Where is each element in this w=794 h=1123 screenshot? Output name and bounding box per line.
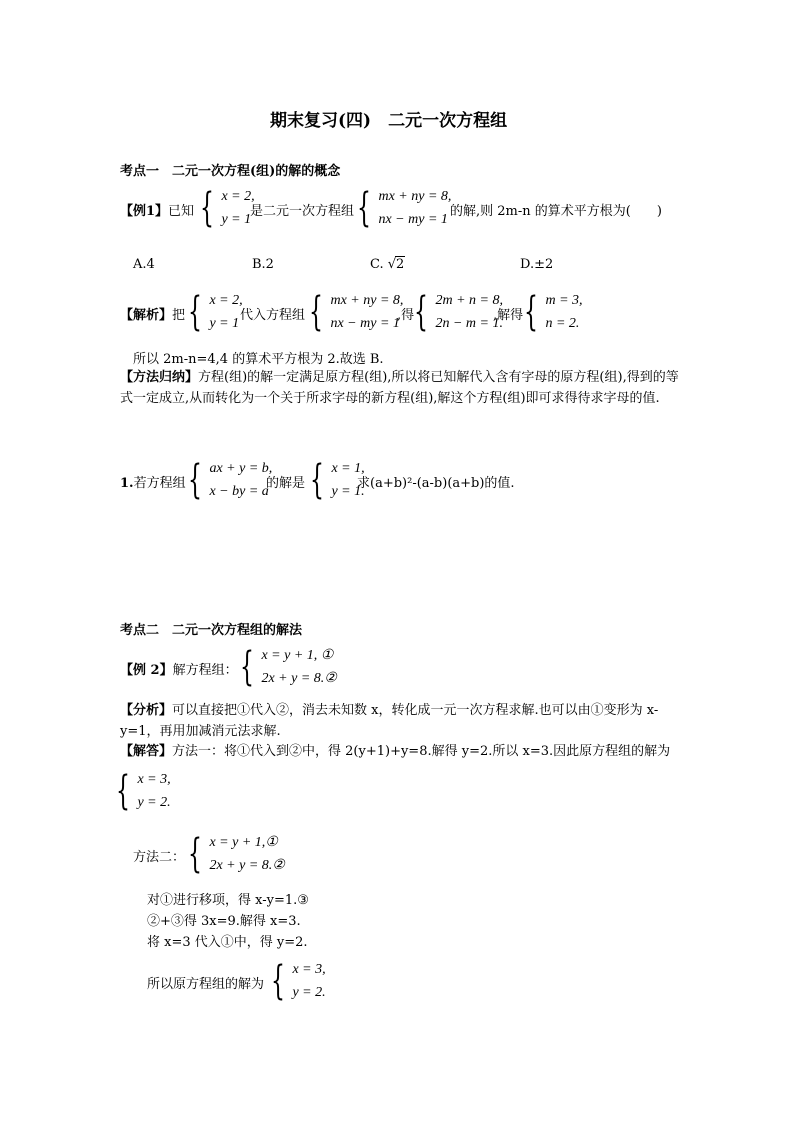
equation-row: x = 3, — [137, 772, 171, 787]
equation-row: y = 1 — [221, 212, 252, 227]
exercise1-tail: 求(a+b)²-(a-b)(a+b)的值. — [357, 476, 515, 491]
analysis-word: ,得 — [397, 308, 415, 323]
equation-row: mx + ny = 8, — [378, 189, 452, 204]
equation-row: y = 2. — [137, 795, 171, 810]
brace-icon: { — [309, 289, 323, 335]
exercise1-intro: 若方程组 — [133, 476, 186, 491]
analysis-system-4 — [524, 289, 583, 335]
answer-tag: 【解答】 — [120, 744, 173, 759]
example2-system — [240, 644, 337, 690]
exercise1-system-1 — [188, 457, 272, 503]
equation-row: x − by = a — [209, 484, 269, 499]
brace-icon: { — [357, 185, 371, 231]
equation-row: x = 2, — [221, 189, 255, 204]
analysis-prefix — [120, 304, 185, 323]
option-a: A.4 — [133, 257, 155, 272]
equation-row: nx − my = 1 — [330, 316, 400, 331]
analysis-word: 把 — [172, 308, 186, 323]
section2-heading: 考点二 二元一次方程组的解法 — [120, 623, 303, 638]
exercise1-number: 1. — [120, 476, 134, 491]
example1-tail: 的解,则 2m-n 的算术平方根为( ) — [450, 204, 662, 219]
option-c — [370, 257, 405, 272]
brace-icon: { — [414, 289, 428, 335]
equation-row: 2x + y = 8.② — [209, 858, 285, 873]
analysis2-text: 可以直接把①代入②，消去未知数 x，转化成一元一次方程求解.也可以由①变形为 x-y=1，再用加减消元法求解. — [120, 703, 659, 739]
analysis-system-3 — [414, 289, 503, 335]
solution-step-3: 将 x=3 代入①中，得 y=2. — [147, 935, 308, 950]
analysis-system-1 — [188, 289, 243, 335]
brace-icon: { — [188, 289, 202, 335]
equation-row: x = 1, — [331, 461, 365, 476]
example1-tag: 【例1】 — [120, 204, 169, 219]
solution-step-2: ②+③得 3x=9.解得 x=3. — [147, 914, 301, 929]
analysis-system-2 — [309, 289, 403, 335]
equation-row: y = 1. — [331, 484, 365, 499]
answer-text: 方法一：将①代入到②中，得 2(y+1)+y=8.解得 y=2.所以 x=3.因此原方程组的解为 — [172, 744, 671, 759]
final-label: 所以原方程组的解为 — [147, 977, 265, 992]
example1-intro: 已知 — [168, 204, 195, 219]
exercise1-mid: 的解是 — [266, 476, 306, 491]
equation-row: 2n − m = 1. — [435, 316, 503, 331]
equation-row: n = 2. — [545, 316, 580, 331]
option-c-radicand: 2 — [396, 257, 405, 272]
option-c-prefix: C. — [370, 257, 388, 272]
analysis-conclusion: 所以 2m-n=4,4 的算术平方根为 2.故选 B. — [133, 352, 384, 367]
example2-answer — [120, 741, 680, 762]
brace-icon: { — [524, 289, 538, 335]
equation-row: 2x + y = 8.② — [261, 671, 337, 686]
equation-row: 2m + n = 8, — [435, 293, 503, 308]
example2-intro: 解方程组： — [172, 663, 238, 678]
example1-mid: 是二元一次方程组 — [250, 204, 355, 219]
method-text: 方程(组)的解一定满足原方程(组),所以将已知解代入含有字母的原方程(组),得到的等式一定成立,从而转化为一个关于所求字母的新方程(组),解这个方程(组)即可求得待求字母的值. — [120, 370, 679, 406]
brace-icon: { — [200, 185, 214, 231]
equation-row: ax + y = b, — [209, 461, 273, 476]
equation-row: x = y + 1,① — [209, 835, 278, 850]
solution-step-1: 对①进行移项，得 x-y=1.③ — [147, 893, 309, 908]
brace-icon: { — [240, 644, 254, 690]
example2-analysis — [120, 700, 680, 742]
equation-row: x = y + 1, ① — [261, 648, 334, 663]
brace-icon: { — [310, 457, 324, 503]
page-title: 期末复习(四) 二元一次方程组 — [270, 111, 508, 131]
equation-row: nx − my = 1 — [378, 212, 448, 227]
method-summary — [120, 367, 680, 409]
equation-row: m = 3, — [545, 293, 583, 308]
method2-label: 方法二： — [133, 850, 186, 865]
equation-row: x = 3, — [292, 962, 326, 977]
option-d: D.±2 — [520, 257, 554, 272]
section1-heading: 考点一 二元一次方程(组)的解的概念 — [120, 164, 341, 179]
brace-icon: { — [271, 958, 285, 1004]
analysis-word: 代入方程组 — [240, 308, 306, 323]
equation-row: y = 2. — [292, 985, 326, 1000]
example1-system-1 — [200, 185, 255, 231]
method-tag: 【方法归纳】 — [120, 370, 199, 385]
analysis-word: ,解得 — [493, 308, 524, 323]
method2-system — [188, 831, 285, 877]
example1-prefix — [120, 200, 194, 219]
equation-row: x = 2, — [209, 293, 243, 308]
analysis-tag: 【解析】 — [120, 308, 173, 323]
sqrt-icon: √ — [387, 257, 397, 272]
final-system — [271, 958, 326, 1004]
exercise1-prefix — [120, 472, 186, 491]
brace-icon: { — [116, 768, 130, 814]
answer-system — [116, 768, 171, 814]
equation-row: mx + ny = 8, — [330, 293, 404, 308]
example1-system-2 — [357, 185, 451, 231]
example2-prefix — [120, 659, 238, 678]
analysis2-tag: 【分析】 — [120, 703, 173, 718]
brace-icon: { — [188, 831, 202, 877]
equation-row: y = 1 — [209, 316, 240, 331]
brace-icon: { — [188, 457, 202, 503]
option-b: B.2 — [252, 257, 274, 272]
example2-tag: 【例 2】 — [120, 663, 173, 678]
